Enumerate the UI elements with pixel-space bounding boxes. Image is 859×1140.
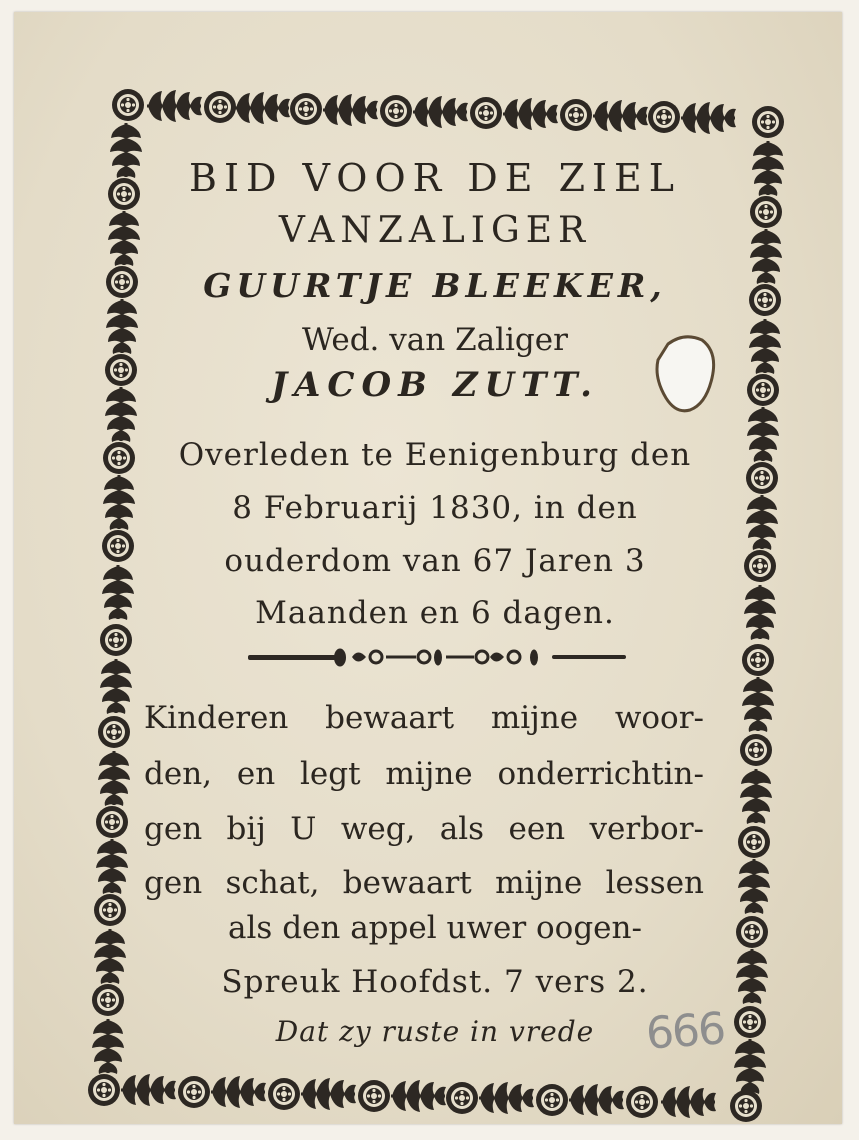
death-line-4: Maanden en 6 dagen. [255,595,615,631]
closing-line: Dat zy ruste in vrede [275,1015,595,1048]
heading-line-2: VANZALIGER [278,210,592,251]
death-line-1: Overleden te Eenigenburg den [178,437,692,473]
husband-name: JACOB ZUTT. [270,365,600,405]
divider-ornament [240,640,635,676]
verse-line-2: den, en legt mijne onderrichtin- [144,756,704,792]
widow-of-line: Wed. van Zaliger [302,322,568,358]
death-line-2: 8 Februarij 1830, in den [232,490,638,526]
scripture-reference: Spreuk Hoofdst. 7 vers 2. [221,964,649,1000]
pencil-annotation: 666 [644,1003,726,1060]
death-line-3: ouderdom van 67 Jaren 3 [224,543,646,579]
heading-line-1: BID VOOR DE ZIEL [189,156,681,200]
verse-line-1: Kinderen bewaart mijne woor- [144,700,704,736]
verse-line-3: gen bij U weg, als een verbor- [144,811,704,847]
verse-line-4: gen schat, bewaart mijne lessen [144,865,704,901]
verse-line-5: als den appel uwer oogen- [228,910,642,946]
deceased-name: GUURTJE BLEEKER, [203,266,667,305]
